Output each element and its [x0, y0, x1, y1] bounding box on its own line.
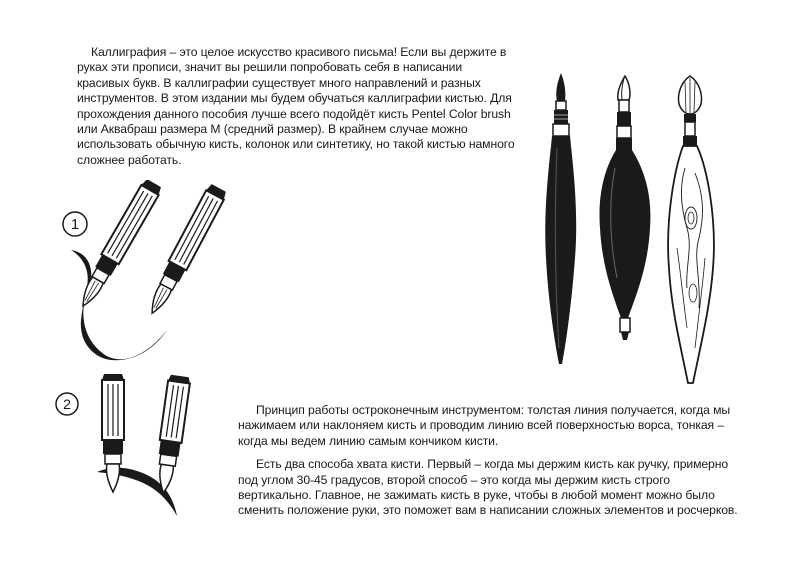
intro-text-block [77, 45, 517, 168]
pentel-brush-drawing [545, 73, 576, 364]
waterbrush-drawing [599, 76, 650, 340]
principle-text-block [238, 403, 738, 527]
grip-method-2-illustration [55, 370, 235, 530]
intro-paragraph: Каллиграфия – это целое искусство красивого письма! Если вы держите в руках эти прописи, значит вы решили попробовать себя в написании красивых букв. В каллиграфии существует много направлений и разных инструментов. В этом издании мы будем обучаться каллиграфии кистью. Для прохождения данного пособия лучше всего подойдёт кисть Pentel Color brush или Аквабраш размера М (средний размер). В крайнем случае можно использовать обычную кисть, колонок или синтетику, но такой кистью намного сложнее работать. [77, 45, 515, 167]
tilted-brush-a-drawing [74, 180, 162, 311]
method-1-number: 1 [70, 216, 80, 233]
vertical-brush-b-drawing [153, 375, 191, 495]
principle-paragraph-1: Принцип работы остроконечным инструментом: толстая линия получается, когда мы нажимаем или наклоняем кисть и проводим линию всей поверхностью ворса, тонкая – когда мы ведем линию самым кончиком кисти. [238, 403, 731, 448]
wooden-brush-drawing [668, 76, 714, 383]
three-brushes-illustration [535, 68, 735, 388]
principle-paragraph-2: Есть два способа хвата кисти. Первый – когда мы держим кисть как ручку, примерно под углом 30-45 градусов, второй способ – это когда мы держим кисть строго вертикально. Главное, не зажимать кисть в руке, чтобы в любой момент можно было сменить положение руки, это поможет вам в написании сложных элементов и росчерков. [238, 457, 738, 518]
grip-method-1-illustration [55, 180, 245, 380]
tilted-brush-b-drawing [143, 183, 227, 318]
method-2-number: 2 [63, 396, 71, 412]
number-1-badge [63, 212, 87, 236]
number-2-badge [56, 393, 78, 415]
